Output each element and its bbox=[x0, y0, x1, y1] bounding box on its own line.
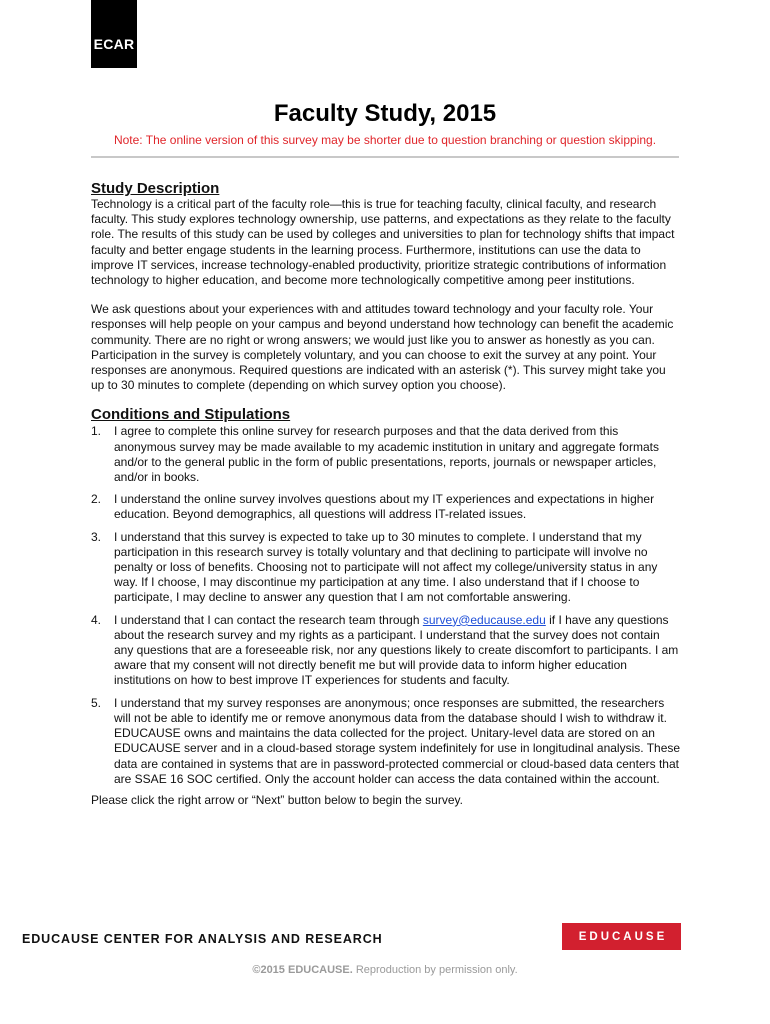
main-content bbox=[91, 180, 681, 808]
ecar-logo bbox=[91, 0, 137, 68]
list-item bbox=[91, 424, 681, 485]
conditions-list bbox=[91, 424, 681, 786]
study-description-paragraph-1: Technology is a critical part of the faculty role—this is true for teaching faculty, clinical faculty, and research faculty. This study explores technology ownership, use patterns, and expectations as they relate to the faculty role. The results of this study can be used by colleges and universities to plan for technology shifts that impact faculty and better engage students in the learning process. Furthermore, institutions can use the data to improve IT services, increase technology-enabled productivity, prioritize strategic contributions of information technology to higher education, and become more technologically competitive among peer institutions. bbox=[91, 197, 675, 288]
copyright-bold: ©2015 EDUCAUSE. bbox=[252, 964, 353, 976]
list-item bbox=[91, 530, 681, 606]
study-description-heading: Study Description bbox=[91, 180, 220, 197]
list-item-text-after: if I have any questions about the research survey and my rights as a participant. I understand that the survey does not contain any questions that are a foreseeable risk, nor any questions likely to create discomfort to participants. I am aware that my consent will not directly benefit me but will provide data to inform higher education institutions on how to best improve IT experiences for students and faculty. bbox=[114, 612, 679, 688]
list-item bbox=[91, 696, 681, 787]
header-divider bbox=[91, 156, 679, 158]
educause-logo-text: EDUCAUSE bbox=[578, 930, 668, 943]
survey-note: Note: The online version of this survey may be shorter due to question branching or question skipping. bbox=[113, 133, 657, 147]
list-item-text: I understand that my survey responses are anonymous; once responses are submitted, the researchers will not be able to identify me or remove anonymous data from the database should I wish to withdraw it. EDUCAUSE owns and maintains the data collected for the project. Unitary-level data are stored on an EDUCAUSE server and in a cloud-based storage system indefinitely for use in longitudinal analysis. These data are contained in systems that are in password-protected commercial or cloud-based data centers that are SSAE 16 SOC certified. Only the account holder can access the data contained within the account. bbox=[114, 695, 681, 786]
closing-instruction: Please click the right arrow or “Next” button below to begin the survey. bbox=[91, 792, 463, 807]
list-number: 5. bbox=[91, 695, 102, 710]
ecar-logo-text: ECAR bbox=[93, 36, 135, 52]
list-item bbox=[91, 613, 681, 689]
survey-email-link[interactable]: survey@educause.edu bbox=[422, 612, 546, 627]
educause-logo bbox=[562, 923, 681, 950]
page-title: Faculty Study, 2015 bbox=[273, 100, 497, 127]
list-number: 3. bbox=[91, 529, 102, 544]
copyright-notice bbox=[0, 964, 770, 976]
copyright-rest: Reproduction by permission only. bbox=[352, 964, 518, 976]
list-item-text: I agree to complete this online survey for research purposes and that the data derived from this anonymous survey may be made available to my academic institution in unitary and aggregate formats and/or to the general public in the form of public presentations, reports, journals or newspaper articles, and/or in books. bbox=[114, 424, 659, 485]
conditions-heading: Conditions and Stipulations bbox=[91, 406, 291, 424]
list-number: 4. bbox=[91, 612, 102, 627]
list-item-text: I understand the online survey involves questions about my IT experiences and expectations in higher education. Beyond demographics, all questions will address IT-related issues. bbox=[114, 492, 655, 522]
list-item-text bbox=[114, 613, 681, 689]
list-item-text: I understand that this survey is expected to take up to 30 minutes to complete. I understand that my participation in this research survey is totally voluntary and that declining to participate will involve no penalty or loss of benefits. Choosing not to participate will not affect my college/university status in any way. If I choose, I may discontinue my participation at any time. I also understand that if I choose to participate, I may decline to answer any question that I am not comfortable answering. bbox=[114, 529, 658, 605]
study-description-paragraph-2: We ask questions about your experiences with and attitudes toward technology and your faculty role. Your responses will help people on your campus and beyond understand how technology can benefit the academic community. There are no right or wrong answers; we would just like you to answer as honestly as you can. Participation in the survey is completely voluntary, and you can choose to exit the survey at any point. Your responses are anonymous. Required questions are indicated with an asterisk (*). This survey might take you up to 30 minutes to complete (depending on which survey option you choose). bbox=[91, 302, 674, 393]
list-number: 2. bbox=[91, 492, 102, 507]
footer-center-name: EDUCAUSE CENTER FOR ANALYSIS AND RESEARCH bbox=[22, 932, 383, 946]
list-number: 1. bbox=[91, 424, 102, 439]
list-item bbox=[91, 492, 681, 522]
list-item-text-before: I understand that I can contact the research team through bbox=[114, 612, 423, 627]
